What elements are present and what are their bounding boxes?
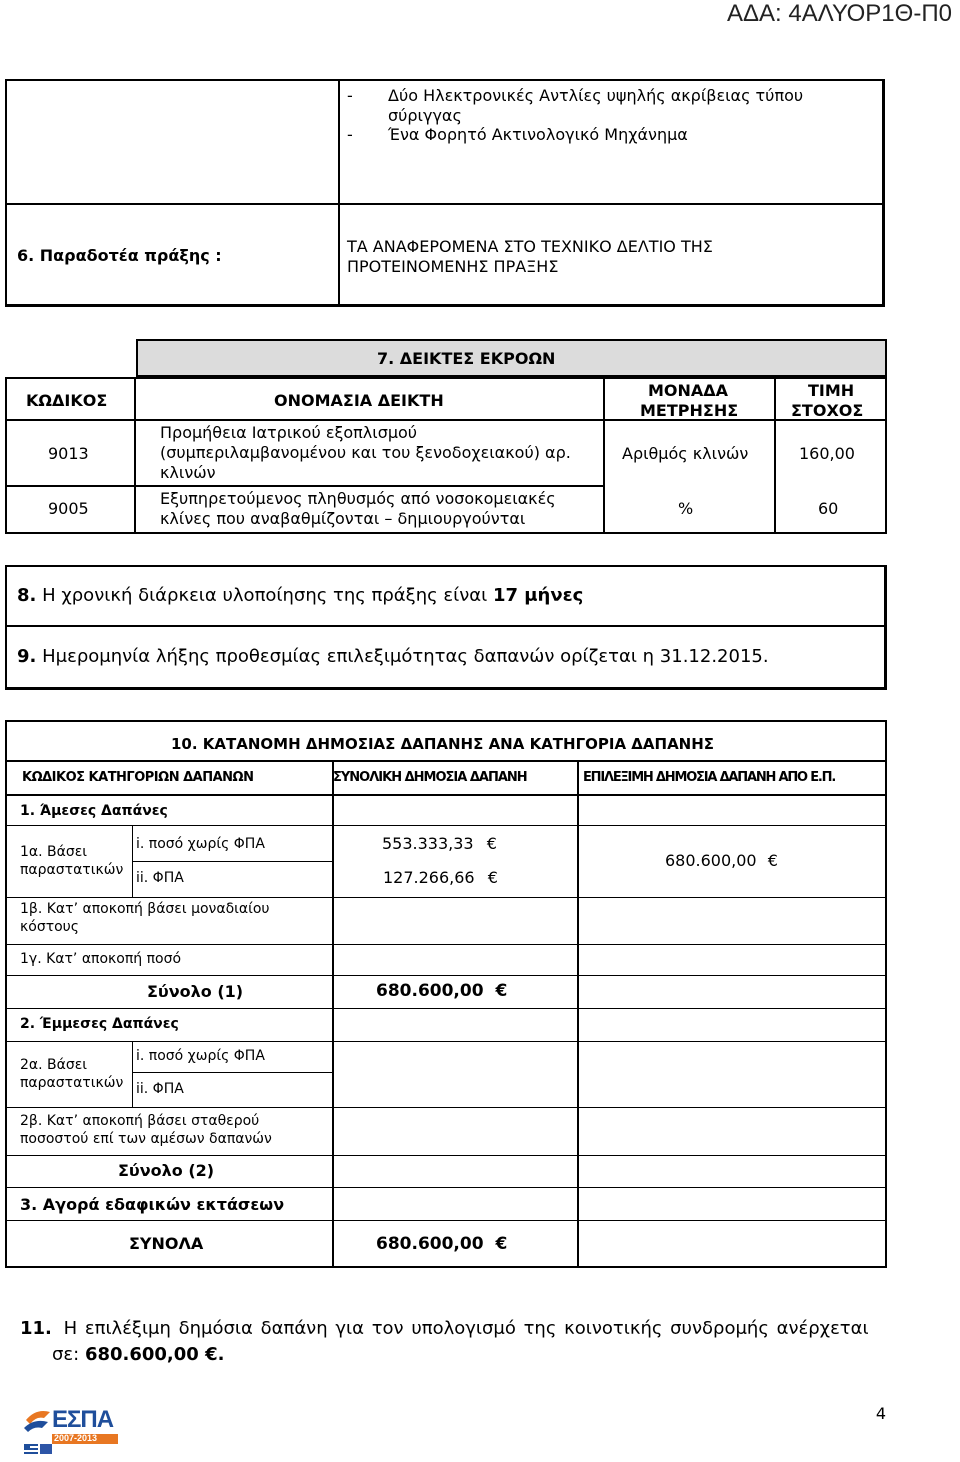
section8-duration: 17 μήνες: [492, 585, 584, 606]
list-item: σύριγγας: [388, 106, 462, 125]
col-header-code: ΚΩΔΙΚΟΣ ΚΑΤΗΓΟΡΙΩΝ ΔΑΠΑΝΩΝ: [22, 770, 254, 785]
indirect-2a: παραστατικών: [20, 1075, 124, 1091]
sum2-label: Σύνολο (2): [118, 1161, 215, 1180]
col-header-unit: ΜΟΝΑΔΑ: [648, 381, 729, 400]
sum1-label: Σύνολο (1): [147, 982, 244, 1001]
direct-1c: 1γ. Κατ’ αποκοπή ποσό: [20, 951, 182, 967]
espa-logo: [22, 1402, 122, 1458]
logo-years: 2007-2013: [54, 1433, 98, 1443]
indicator-name: κλινών: [160, 463, 216, 482]
duration-box: [5, 565, 887, 690]
total-amount: 680.600,00 €: [376, 1234, 508, 1254]
euro-sign: €: [487, 868, 498, 887]
section6-value: ΤΑ ΑΝΑΦΕΡΟΜΕΝΑ ΣΤΟ ΤΕΧΝΙΚΟ ΔΕΛΤΙΟ ΤΗΣ: [347, 237, 713, 256]
vat-label: ii. ΦΠΑ: [136, 870, 184, 886]
indicator-name: (συμπεριλαμβανομένου και του ξενοδοχειακού) αρ.: [160, 443, 571, 462]
section11-number: 11.: [20, 1318, 52, 1339]
vat-label: ii. ΦΠΑ: [136, 1081, 184, 1097]
indicator-name: κλίνες που αναβαθμίζονται – δημιουργούνται: [160, 509, 526, 528]
list-dash: -: [347, 86, 353, 105]
indirect-2b: 2β. Κατ’ αποκοπή βάσει σταθερού: [20, 1113, 260, 1129]
col-header-unit: ΜΕΤΡΗΣΗΣ: [640, 401, 739, 420]
col-header-target: ΣΤΟΧΟΣ: [791, 401, 864, 420]
euro-sign: €: [495, 981, 508, 1001]
indicator-name: Προμήθεια Ιατρικού εξοπλισμού: [160, 423, 418, 442]
logo-text: ΕΣΠΑ: [52, 1406, 114, 1433]
col-header-target: ΤΙΜΗ: [808, 381, 855, 400]
euro-sign: €: [767, 851, 778, 870]
list-dash: -: [347, 125, 353, 144]
section11-line1: [20, 1318, 869, 1339]
section8: [17, 585, 583, 606]
col-header-code: ΚΩΔΙΚΟΣ: [26, 391, 108, 410]
direct-1b: 1β. Κατ’ αποκοπή βάσει μοναδιαίου: [20, 901, 270, 917]
indirect-2b: ποσοστού επί των αμέσων δαπανών: [20, 1131, 272, 1147]
indicator-unit: Αριθμός κλινών: [622, 444, 749, 463]
col-header-name: ΟΝΟΜΑΣΙΑ ΔΕΙΚΤΗ: [274, 391, 444, 410]
indicator-code: 9005: [48, 499, 89, 518]
section9-text: Ημερομηνία λήξης προθεσμίας επιλεξιμότητας δαπανών ορίζεται η 31.12.2015.: [36, 646, 769, 667]
euro-sign: €: [486, 834, 497, 853]
total-label: ΣΥΝΟΛΑ: [129, 1234, 204, 1253]
ada-code: ΑΔΑ: 4ΑΛΥΟΡ1Θ-Π0: [726, 0, 952, 27]
net-amount: 553.333,33 €: [382, 834, 497, 853]
indicator-code: 9013: [48, 444, 89, 463]
land-purchase: 3. Αγορά εδαφικών εκτάσεων: [20, 1195, 285, 1214]
col-header-total: ΣΥΝΟΛΙΚΗ ΔΗΜΟΣΙΑ ΔΑΠΑΝΗ: [333, 770, 527, 785]
eligible-amount: 680.600,00 €: [665, 851, 778, 870]
section9: [17, 646, 769, 667]
list-item: Ένα Φορητό Ακτινολογικό Μηχάνημα: [388, 125, 688, 144]
indicator-target: 160,00: [799, 444, 855, 463]
net-amount-label: i. ποσό χωρίς ΦΠΑ: [136, 836, 265, 852]
indicator-unit: %: [678, 499, 694, 518]
section11-prefix: σε:: [52, 1344, 85, 1365]
section11-amount: 680.600,00 €.: [84, 1344, 225, 1365]
section9-number: 9.: [17, 646, 37, 667]
net-amount-label: i. ποσό χωρίς ΦΠΑ: [136, 1048, 265, 1064]
indicator-target: 60: [818, 499, 839, 518]
direct-1a: παραστατικών: [20, 862, 124, 878]
section11-text: Η επιλέξιμη δημόσια δαπάνη για τον υπολογισμό της κοινοτικής συνδρομής ανέρχεται: [63, 1318, 869, 1339]
section11-line2: [52, 1344, 224, 1365]
indicator-name: Εξυπηρετούμενος πληθυσμός από νοσοκομειακές: [160, 489, 556, 508]
euro-sign: €: [495, 1234, 508, 1254]
vat-amount: 127.266,66 €: [383, 868, 498, 887]
section6-value: ΠΡΟΤΕΙΝΟΜΕΝΗΣ ΠΡΑΞΗΣ: [347, 257, 559, 276]
sum1-amount: 680.600,00 €: [376, 981, 508, 1001]
section8-text: Η χρονική διάρκεια υλοποίησης της πράξης είναι: [36, 585, 493, 606]
indirect-2a: 2α. Βάσει: [20, 1057, 88, 1073]
direct-1b: κόστους: [20, 919, 80, 935]
section6-label: 6. Παραδοτέα πράξης :: [17, 246, 222, 265]
spending-title: 10. ΚΑΤΑΝΟΜΗ ΔΗΜΟΣΙΑΣ ΔΑΠΑΝΗΣ ΑΝΑ ΚΑΤΗΓΟΡΙΑ ΔΑΠΑΝΗΣ: [171, 735, 715, 753]
col-header-eligible: ΕΠΙΛΕΞΙΜΗ ΔΗΜΟΣΙΑ ΔΑΠΑΝΗ ΑΠΟ Ε.Π.: [583, 770, 836, 785]
section8-number: 8.: [17, 585, 37, 606]
list-item: Δύο Ηλεκτρονικές Αντλίες υψηλής ακρίβειας τύπου: [388, 86, 804, 105]
table-title: 7. ΔΕΙΚΤΕΣ ΕΚΡΟΩΝ: [377, 349, 556, 368]
indirect-costs: 2. Έμμεσες Δαπάνες: [20, 1016, 179, 1032]
direct-1a: 1α. Βάσει: [20, 844, 88, 860]
direct-costs: 1. Άμεσες Δαπάνες: [20, 803, 168, 819]
page-number: 4: [875, 1404, 886, 1423]
